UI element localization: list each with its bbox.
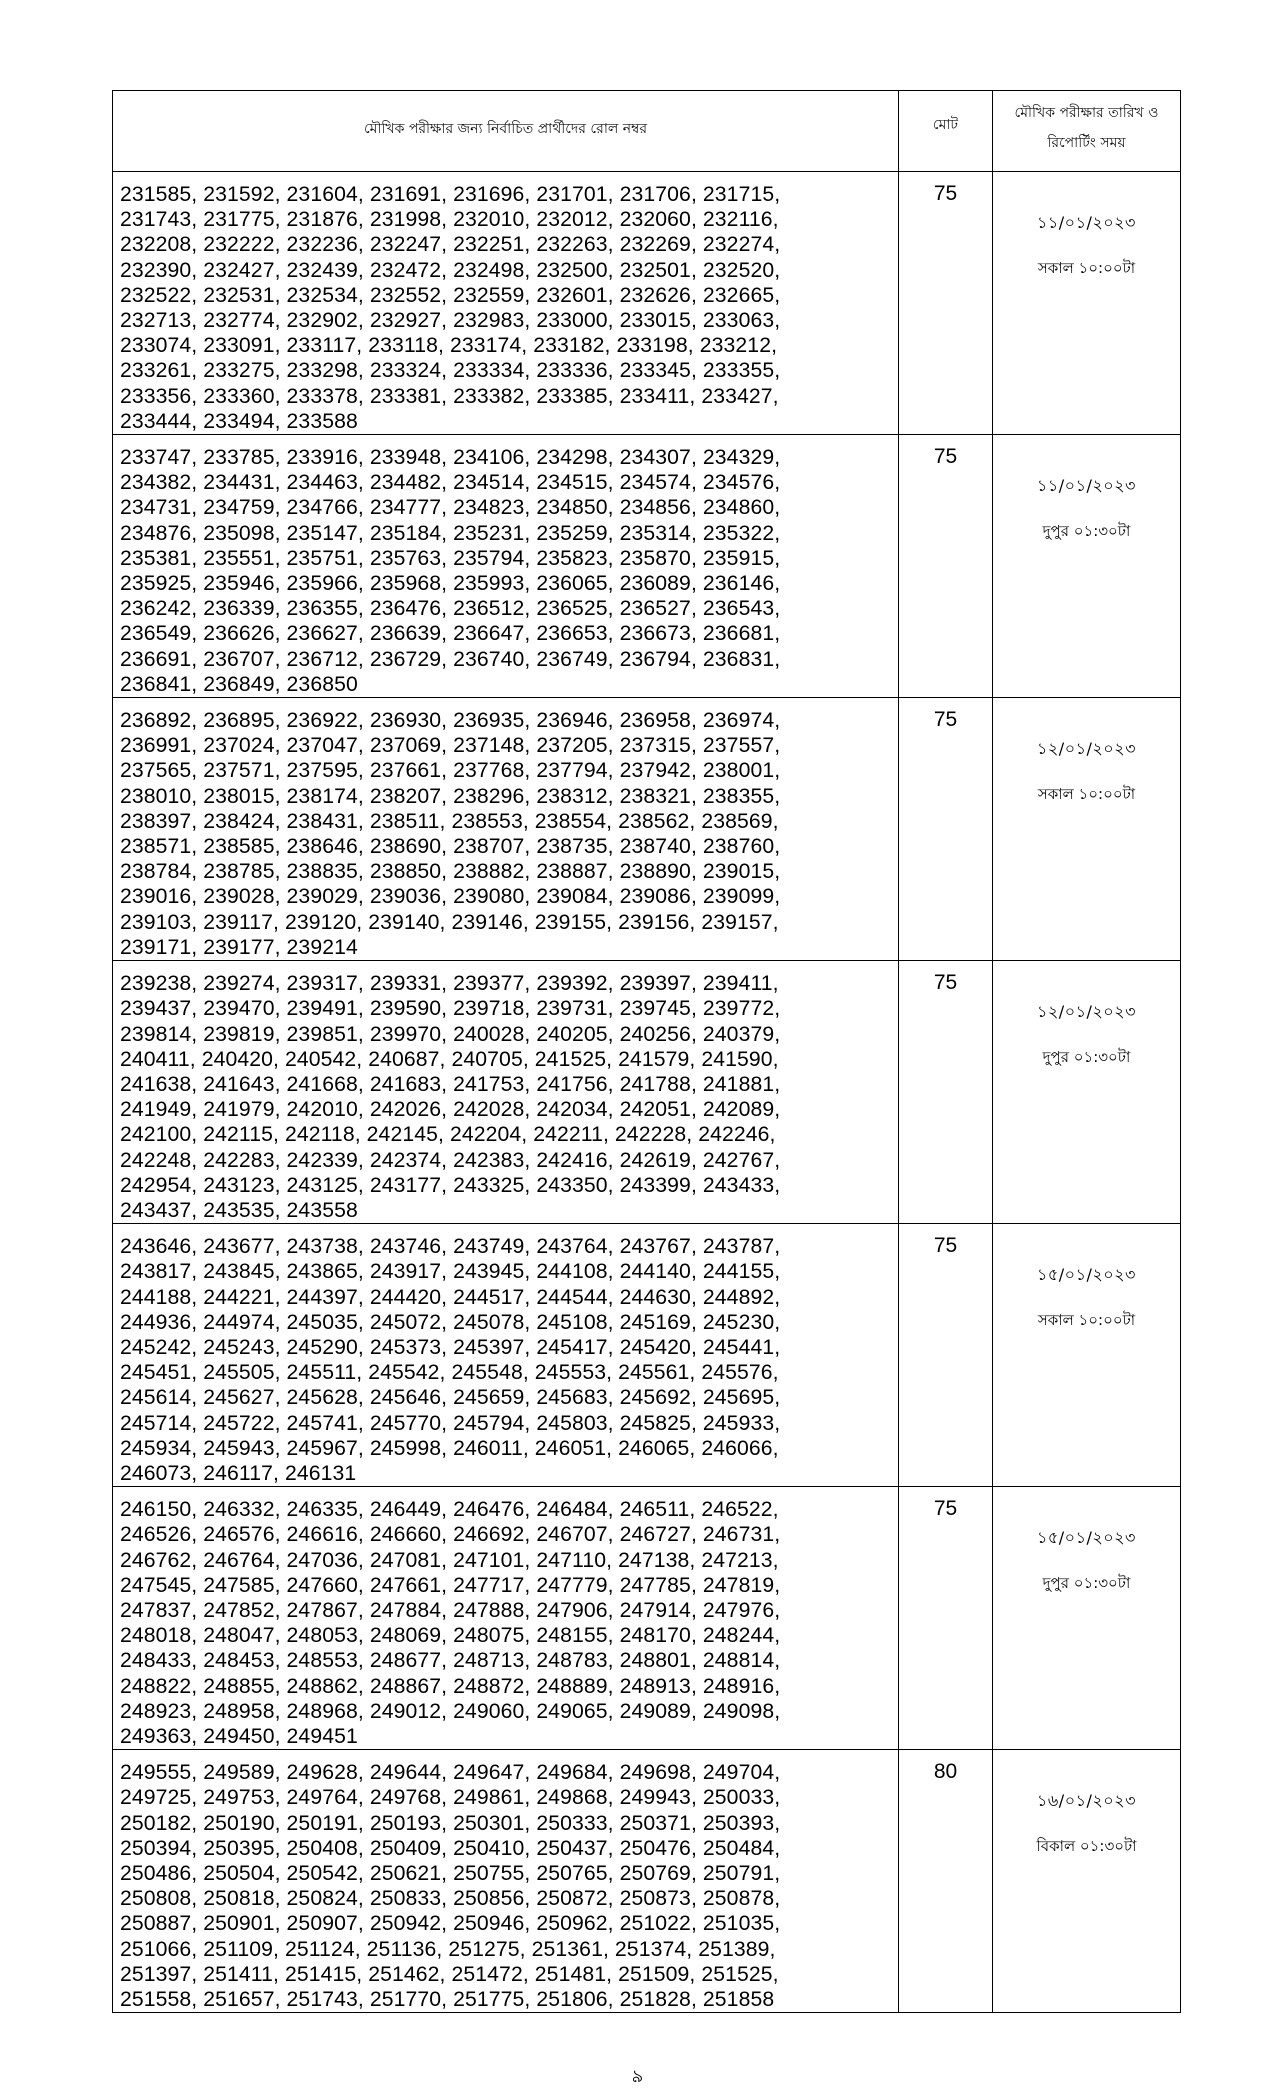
roll-number-line: 243646, 243677, 243738, 243746, 243749, 243764, 243767, 243787, [120,1235,781,1259]
roll-number-line: 236991, 237024, 237047, 237069, 237148, 237205, 237315, 237557, [120,734,781,758]
header-roll-numbers: মৌখিক পরীক্ষার জন্য নির্বাচিত প্রার্থীদের রোল নম্বর [113,91,899,172]
roll-number-line: 240411, 240420, 240542, 240687, 240705, 241525, 241579, 241590, [120,1047,779,1071]
roll-number-line: 246526, 246576, 246616, 246660, 246692, 246707, 246727, 246731, [120,1523,781,1547]
roll-number-line: 244188, 244221, 244397, 244420, 244517, 244544, 244630, 244892, [120,1285,781,1309]
roll-number-line: 232208, 232222, 232236, 232247, 232251, 232263, 232269, 232274, [120,233,781,257]
schedule-cell [993,1487,1181,1750]
table-row [113,1750,1181,2013]
roll-numbers-cell [113,698,899,961]
schedule-cell [993,698,1181,961]
roll-number-line: 249363, 249450, 249451 [120,1724,358,1748]
viva-date: ১২/০১/২০২৩ [1037,1002,1136,1022]
roll-numbers-cell [113,435,899,698]
roll-numbers-cell [113,961,899,1224]
roll-number-line: 234731, 234759, 234766, 234777, 234823, 234850, 234856, 234860, [120,496,781,520]
roll-number-line: 246150, 246332, 246335, 246449, 246476, 246484, 246511, 246522, [120,1498,779,1522]
table-header-row [113,91,1181,172]
roll-number-line: 236892, 236895, 236922, 236930, 236935, 236946, 236958, 236974, [120,709,781,733]
roll-number-line: 238784, 238785, 238835, 238850, 238882, 238887, 238890, 239015, [120,860,781,884]
reporting-time: বিকাল ০১:৩০টা [1036,1837,1137,1856]
roll-number-line: 245451, 245505, 245511, 245542, 245548, 245553, 245561, 245576, [120,1361,779,1385]
roll-number-line: 251066, 251109, 251124, 251136, 251275, 251361, 251374, 251389, [120,1937,776,1961]
roll-number-line: 248822, 248855, 248862, 248867, 248872, 248889, 248913, 248916, [120,1674,781,1698]
roll-number-line: 236841, 236849, 236850 [120,672,358,696]
viva-date: ১৫/০১/২০২৩ [1037,1528,1136,1548]
page-number: ৯ [631,2066,644,2087]
header-schedule-line1: মৌখিক পরীক্ষার তারিখ ও [1014,105,1159,121]
roll-number-line: 233747, 233785, 233916, 233948, 234106, 234298, 234307, 234329, [120,446,781,470]
roll-number-line: 244936, 244974, 245035, 245072, 245078, 245108, 245169, 245230, [120,1310,781,1334]
roll-number-line: 236242, 236339, 236355, 236476, 236512, 236525, 236527, 236543, [120,597,781,621]
roll-number-line: 247545, 247585, 247660, 247661, 247717, 247779, 247785, 247819, [120,1573,781,1597]
roll-number-line: 238397, 238424, 238431, 238511, 238553, 238554, 238562, 238569, [120,809,779,833]
roll-number-line: 243817, 243845, 243865, 243917, 243945, 244108, 244140, 244155, [120,1260,781,1284]
total-count: 80 [933,1760,958,1784]
roll-number-line: 247837, 247852, 247867, 247884, 247888, 247906, 247914, 247976, [120,1598,781,1622]
roll-number-line: 231585, 231592, 231604, 231691, 231696, 231701, 231706, 231715, [120,183,781,206]
roll-numbers-cell [113,1750,899,2013]
table-row [113,698,1181,961]
reporting-time: দুপুর ০১:৩০টা [1042,522,1131,541]
roll-number-line: 239103, 239117, 239120, 239140, 239146, 239155, 239156, 239157, [120,910,779,934]
header-schedule-line2: রিপোর্টিং সময় [1047,135,1126,151]
roll-number-line: 239171, 239177, 239214 [120,935,358,959]
roll-number-line: 251558, 251657, 251743, 251770, 251775, 251806, 251828, 251858 [120,1988,775,2012]
total-count: 75 [933,445,958,469]
total-count: 75 [933,1497,958,1521]
roll-number-line: 245614, 245627, 245628, 245646, 245659, 245683, 245692, 245695, [120,1386,781,1410]
roll-numbers-cell [113,172,899,435]
roll-numbers-cell [113,1224,899,1487]
reporting-time: সকাল ১০:০০টা [1037,785,1136,804]
roll-number-line: 237565, 237571, 237595, 237661, 237768, 237794, 237942, 238001, [120,759,781,783]
roll-number-line: 243437, 243535, 243558 [120,1198,358,1222]
total-count: 75 [933,1234,958,1258]
roll-number-table [112,90,1181,2013]
roll-number-line: 241638, 241643, 241668, 241683, 241753, 241756, 241788, 241881, [120,1072,781,1096]
reporting-time: দুপুর ০১:৩০টা [1042,1048,1131,1067]
roll-number-line: 238010, 238015, 238174, 238207, 238296, 238312, 238321, 238355, [120,784,781,808]
table-row [113,961,1181,1224]
roll-number-line: 239814, 239819, 239851, 239970, 240028, 240205, 240256, 240379, [120,1022,781,1046]
roll-number-line: 234876, 235098, 235147, 235184, 235231, 235259, 235314, 235322, [120,521,781,545]
schedule-cell [993,1224,1181,1487]
reporting-time: সকাল ১০:০০টা [1037,1311,1136,1330]
schedule-cell [993,172,1181,435]
roll-number-line: 239437, 239470, 239491, 239590, 239718, 239731, 239745, 239772, [120,997,781,1021]
roll-number-line: 231743, 231775, 231876, 231998, 232010, 232012, 232060, 232116, [120,208,779,232]
schedule-cell [993,961,1181,1224]
roll-number-line: 250887, 250901, 250907, 250942, 250946, 250962, 251022, 251035, [120,1912,781,1936]
table-row [113,1224,1181,1487]
roll-number-line: 234382, 234431, 234463, 234482, 234514, 234515, 234574, 234576, [120,471,781,495]
roll-number-line: 245934, 245943, 245967, 245998, 246011, 246051, 246065, 246066, [120,1436,779,1460]
total-count-cell [899,1224,993,1487]
header-total: মোট [899,91,993,172]
total-count-cell [899,1487,993,1750]
roll-number-line: 235381, 235551, 235751, 235763, 235794, 235823, 235870, 235915, [120,546,781,570]
roll-number-line: 248433, 248453, 248553, 248677, 248713, 248783, 248801, 248814, [120,1649,781,1673]
roll-number-line: 233261, 233275, 233298, 233324, 233334, 233336, 233345, 233355, [120,359,781,383]
header-schedule [993,91,1181,172]
roll-number-line: 242248, 242283, 242339, 242374, 242383, 242416, 242619, 242767, [120,1148,781,1172]
roll-number-line: 235925, 235946, 235966, 235968, 235993, 236065, 236089, 236146, [120,572,781,596]
roll-number-line: 248018, 248047, 248053, 248069, 248075, 248155, 248170, 248244, [120,1624,781,1648]
roll-number-line: 250486, 250504, 250542, 250621, 250755, 250765, 250769, 250791, [120,1862,781,1885]
total-count-cell [899,1750,993,2013]
viva-date: ১৫/০১/২০২৩ [1037,1265,1136,1285]
total-count: 75 [933,971,958,995]
roll-number-line: 250182, 250190, 250191, 250193, 250301, 250333, 250371, 250393, [120,1811,781,1835]
roll-number-line: 233444, 233494, 233588 [120,409,358,433]
roll-number-line: 248923, 248958, 248968, 249012, 249060, 249065, 249089, 249098, [120,1699,781,1723]
roll-number-line: 250394, 250395, 250408, 250409, 250410, 250437, 250476, 250484, [120,1836,781,1860]
roll-number-line: 246762, 246764, 247036, 247081, 247101, 247110, 247138, 247213, [120,1548,779,1572]
roll-number-line: 249725, 249753, 249764, 249768, 249861, 249868, 249943, 250033, [120,1786,781,1810]
schedule-cell [993,1750,1181,2013]
table-row [113,1487,1181,1750]
schedule-cell [993,435,1181,698]
roll-number-line: 239238, 239274, 239317, 239331, 239377, 239392, 239397, 239411, [120,972,779,996]
roll-number-line: 233356, 233360, 233378, 233381, 233382, 233385, 233411, 233427, [120,384,779,408]
roll-number-line: 242954, 243123, 243125, 243177, 243325, 243350, 243399, 243433, [120,1173,781,1197]
roll-number-line: 241949, 241979, 242010, 242026, 242028, 242034, 242051, 242089, [120,1098,781,1122]
roll-number-line: 233074, 233091, 233117, 233118, 233174, 233182, 233198, 233212, [120,334,778,358]
roll-number-line: 236549, 236626, 236627, 236639, 236647, 236653, 236673, 236681, [120,622,781,646]
roll-number-line: 242100, 242115, 242118, 242145, 242204, 242211, 242228, 242246, [120,1123,776,1147]
roll-numbers-cell [113,1487,899,1750]
roll-number-line: 246073, 246117, 246131 [120,1461,357,1485]
roll-number-line: 239016, 239028, 239029, 239036, 239080, 239084, 239086, 239099, [120,885,781,909]
viva-date: ১১/০১/২০২৩ [1037,476,1136,496]
total-count-cell [899,172,993,435]
viva-date: ১১/০১/২০২৩ [1037,213,1136,232]
roll-number-line: 245242, 245243, 245290, 245373, 245397, 245417, 245420, 245441, [120,1335,781,1359]
viva-date: ১২/০১/২০২৩ [1037,739,1136,759]
roll-number-line: 249555, 249589, 249628, 249644, 249647, 249684, 249698, 249704, [120,1761,781,1785]
total-count-cell [899,435,993,698]
roll-number-line: 236691, 236707, 236712, 236729, 236740, 236749, 236794, 236831, [120,647,781,671]
roll-number-line: 232522, 232531, 232534, 232552, 232559, 232601, 232626, 232665, [120,283,781,307]
reporting-time: সকাল ১০:০০টা [1037,259,1136,277]
table-row [113,435,1181,698]
table-row [113,172,1181,435]
total-count: 75 [933,182,958,205]
roll-number-line: 250808, 250818, 250824, 250833, 250856, 250872, 250873, 250878, [120,1887,781,1911]
reporting-time: দুপুর ০১:৩০টা [1042,1574,1131,1593]
roll-number-line: 245714, 245722, 245741, 245770, 245794, 245803, 245825, 245933, [120,1411,781,1435]
viva-date: ১৬/০১/২০২৩ [1037,1791,1136,1811]
total-count-cell [899,961,993,1224]
total-count: 75 [933,708,958,732]
total-count-cell [899,698,993,961]
roll-number-line: 232713, 232774, 232902, 232927, 232983, 233000, 233015, 233063, [120,309,781,333]
roll-number-line: 232390, 232427, 232439, 232472, 232498, 232500, 232501, 232520, [120,258,781,282]
roll-number-line: 238571, 238585, 238646, 238690, 238707, 238735, 238740, 238760, [120,835,781,859]
roll-number-line: 251397, 251411, 251415, 251462, 251472, 251481, 251509, 251525, [120,1962,779,1986]
